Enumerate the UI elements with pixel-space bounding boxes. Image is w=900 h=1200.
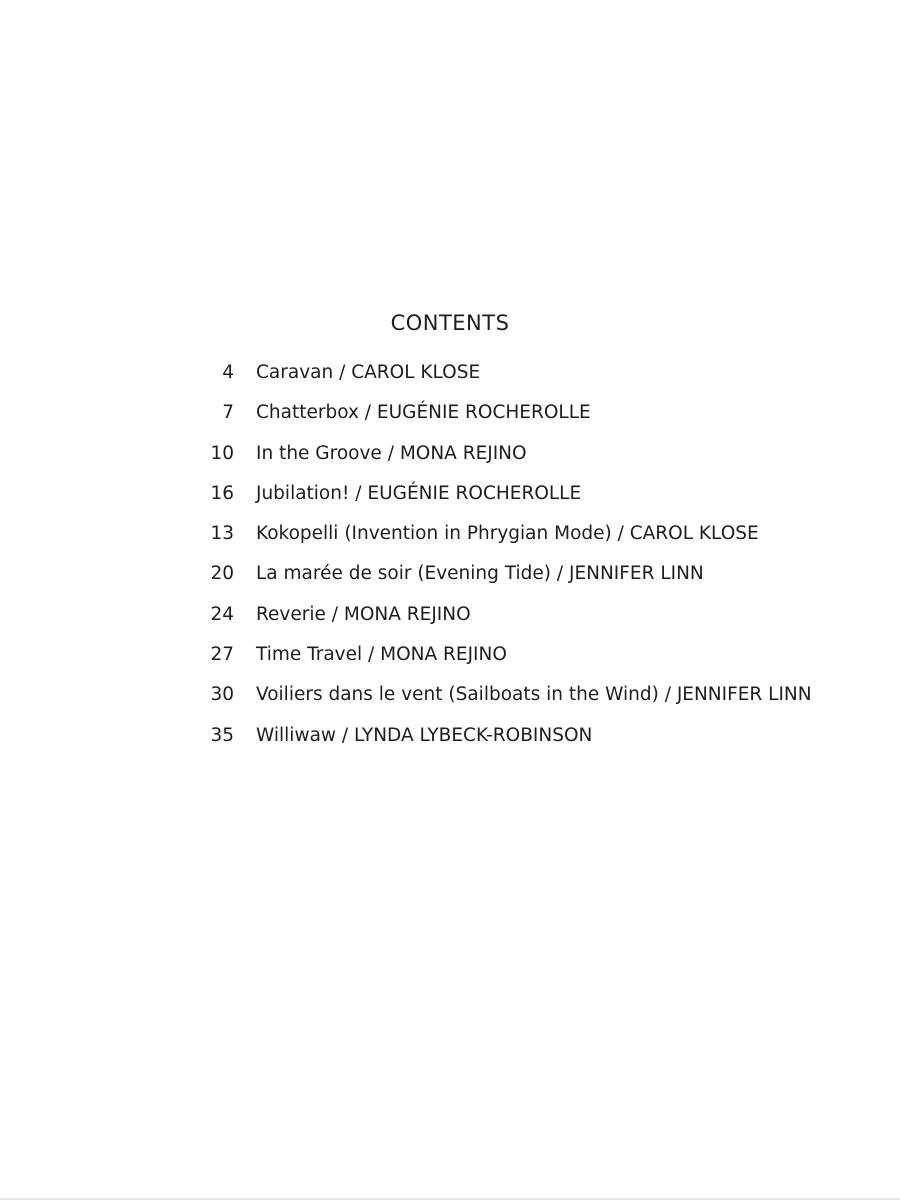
toc-entry xyxy=(190,563,890,603)
toc-page-number: 30 xyxy=(210,684,234,706)
toc-page-number: 24 xyxy=(210,603,234,625)
toc-piece-title: La marée de soir (Evening Tide) xyxy=(256,563,551,585)
toc-piece-title: Voiliers dans le vent (Sailboats in the Wind) xyxy=(256,684,659,706)
toc-entry xyxy=(190,604,890,644)
toc-composer: LYNDA LYBECK-ROBINSON xyxy=(354,724,593,746)
toc-page-number: 35 xyxy=(210,724,234,746)
toc-page-number: 27 xyxy=(210,644,234,666)
toc-piece-title: Kokopelli (Invention in Phrygian Mode) xyxy=(256,523,612,545)
toc-composer: JENNIFER LINN xyxy=(676,684,812,706)
toc-composer: EUGÉNIE ROCHEROLLE xyxy=(367,482,582,504)
toc-entry xyxy=(190,523,890,563)
page-title: CONTENTS xyxy=(390,311,510,335)
toc-entry-text: Caravan / CAROL KLOSE xyxy=(256,362,481,383)
toc-page-number: 10 xyxy=(210,442,234,464)
toc-entry xyxy=(190,483,890,523)
toc-entry-text: Chatterbox / EUGÉNIE ROCHEROLLE xyxy=(256,402,591,424)
toc-page-number: 13 xyxy=(210,523,234,545)
table-of-contents xyxy=(190,362,890,765)
toc-page-number: 20 xyxy=(210,563,234,585)
toc-entry xyxy=(190,684,890,724)
toc-entry-text: Kokopelli (Invention in Phrygian Mode) / CAROL KLOSE xyxy=(256,523,759,545)
toc-page-number: 16 xyxy=(210,482,234,504)
toc-piece-title: Time Travel xyxy=(256,644,363,666)
toc-entry xyxy=(190,644,890,684)
toc-entry-text: Williwaw / LYNDA LYBECK-ROBINSON xyxy=(256,724,593,746)
toc-entry-text: Time Travel / MONA REJINO xyxy=(256,644,507,666)
toc-entry-text: La marée de soir (Evening Tide) / JENNIFER LINN xyxy=(256,563,704,585)
toc-piece-title: Chatterbox xyxy=(256,402,359,424)
toc-entry xyxy=(190,725,890,765)
toc-composer: JENNIFER LINN xyxy=(568,563,704,585)
toc-piece-title: Williwaw xyxy=(256,724,337,746)
toc-entry-text: Reverie / MONA REJINO xyxy=(256,603,471,625)
toc-composer: CAROL KLOSE xyxy=(629,523,759,545)
toc-composer: CAROL KLOSE xyxy=(351,362,481,383)
toc-piece-title: Jubilation! xyxy=(256,482,350,504)
toc-entry-text: Jubilation! / EUGÉNIE ROCHEROLLE xyxy=(256,482,582,504)
toc-composer: MONA REJINO xyxy=(380,644,507,666)
toc-piece-title: Caravan xyxy=(256,362,334,383)
toc-entry-text: Voiliers dans le vent (Sailboats in the Wind) / JENNIFER LINN xyxy=(256,684,812,706)
toc-composer: EUGÉNIE ROCHEROLLE xyxy=(376,402,591,424)
toc-entry-text: In the Groove / MONA REJINO xyxy=(256,442,527,464)
toc-entry xyxy=(190,402,890,442)
toc-entry xyxy=(190,443,890,483)
toc-piece-title: Reverie xyxy=(256,603,326,625)
toc-piece-title: In the Groove xyxy=(256,442,382,464)
toc-entry xyxy=(190,362,890,402)
toc-page-number: 7 xyxy=(222,402,234,424)
toc-composer: MONA REJINO xyxy=(399,442,527,464)
toc-composer: MONA REJINO xyxy=(343,603,471,625)
toc-page-number: 4 xyxy=(222,362,234,383)
